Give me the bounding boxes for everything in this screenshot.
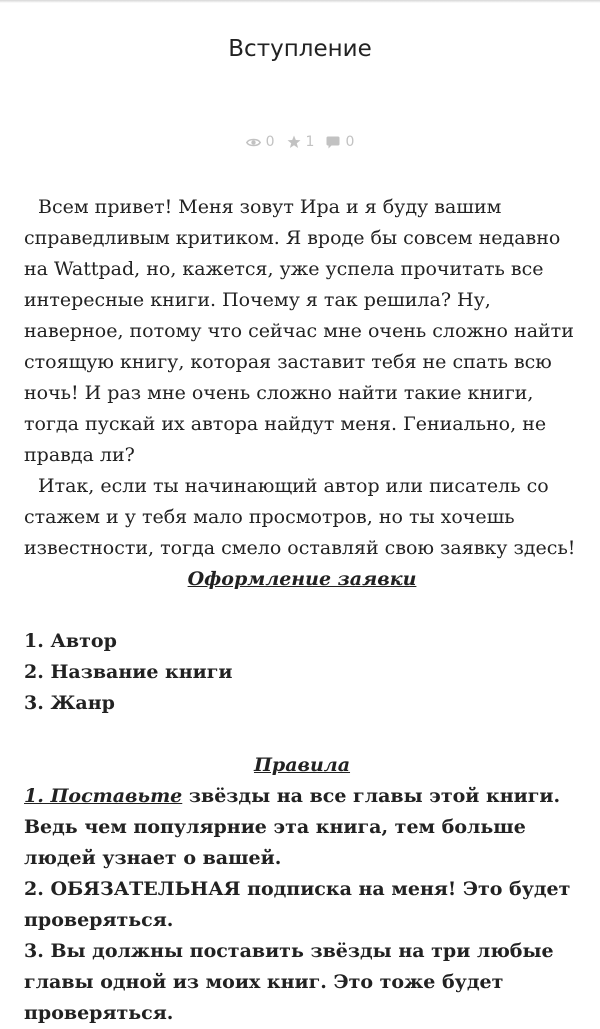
- chapter-stats: [0, 134, 600, 150]
- comments-count: 0: [345, 134, 355, 150]
- spacer: [24, 595, 580, 626]
- application-item: 2. Название книги: [24, 661, 233, 683]
- eye-icon: [246, 137, 261, 148]
- rule-text: звёзды на все главы этой книги. Ведь чем популярние эта книга, тем больше людей узнает о вашей.: [24, 785, 561, 869]
- votes-stat: [287, 134, 315, 150]
- star-icon: [287, 135, 301, 149]
- votes-count: 1: [305, 134, 315, 150]
- rule-item: [24, 781, 580, 874]
- top-shadow: [0, 0, 600, 3]
- spacer: [24, 719, 580, 750]
- views-stat: [246, 134, 275, 150]
- rule-item: 2. ОБЯЗАТЕЛЬНАЯ подписка на меня! Это будет проверяться.: [24, 878, 571, 931]
- chapter-text: [24, 192, 580, 1029]
- application-item: 1. Автор: [24, 630, 117, 652]
- rule-lead: 1. Поставьте: [24, 785, 183, 807]
- comments-stat: [326, 134, 354, 150]
- rule-item: 3. Вы должны поставить звёзды на три любые главы одной из моих книг. Это тоже будет проверяться.: [24, 940, 554, 1024]
- application-heading: Оформление заявки: [187, 568, 417, 590]
- rules-heading: Правила: [253, 754, 351, 776]
- intro-paragraph: Всем привет! Меня зовут Ира и я буду вашим справедливым критиком. Я вроде бы совсем недавно на Wattpad, но, кажется, уже успела прочитать все интересные книги. Почему я так решила? Ну, наверное, потому что сейчас мне очень сложно найти стоящую книгу, которая заставит тебя не спать всю ночь! И раз мне очень сложно найти такие книги, тогда пускай их автора найдут меня. Гениально, не правда ли?: [24, 196, 574, 466]
- application-item: 3. Жанр: [24, 692, 115, 714]
- comment-icon: [326, 136, 340, 149]
- views-count: 0: [265, 134, 275, 150]
- intro-paragraph: Итак, если ты начинающий автор или писатель со стажем и у тебя мало просмотров, но ты хочешь известности, тогда смело оставляй свою заявку здесь!: [24, 475, 576, 559]
- chapter-title: Вступление: [228, 36, 372, 62]
